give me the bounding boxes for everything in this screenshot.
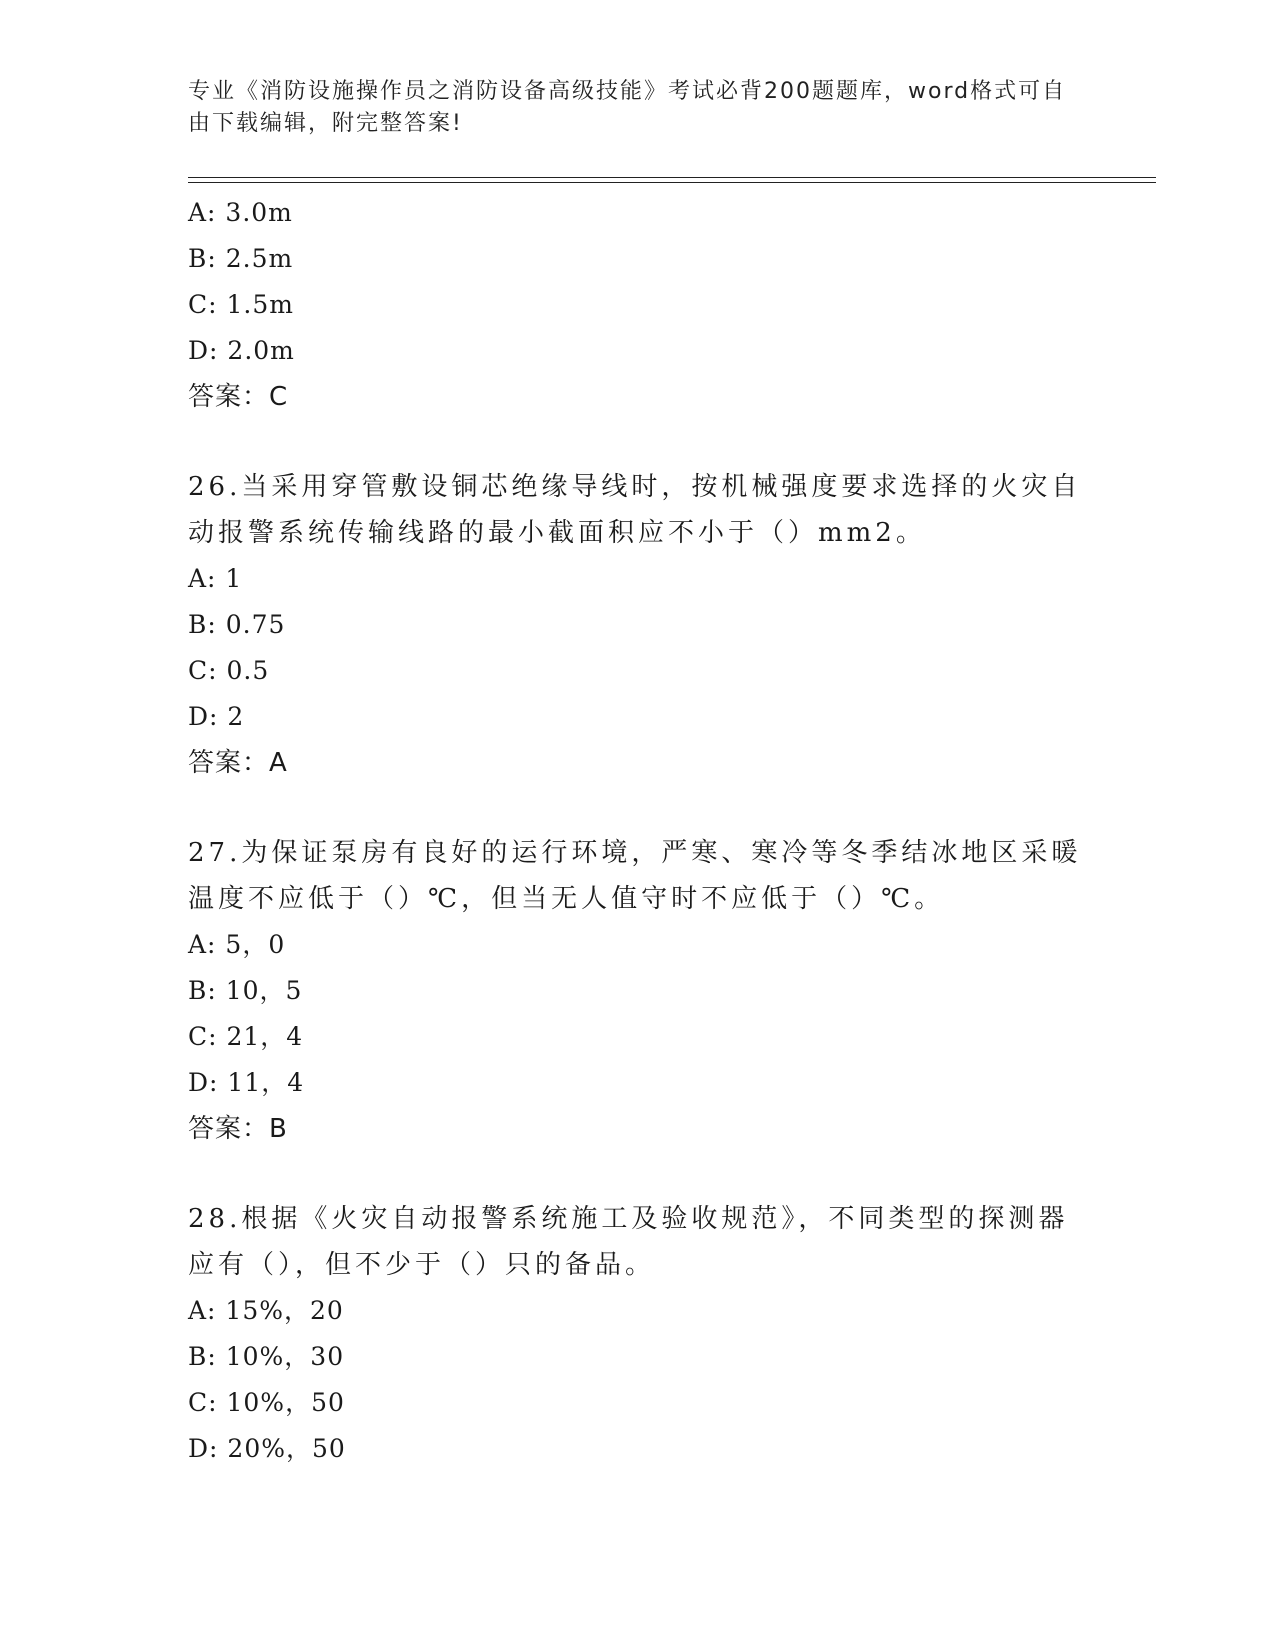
option-d: D: 11，4 <box>188 1068 305 1097</box>
question-28 <box>188 1196 1088 1472</box>
option-c: C: 1.5m <box>188 290 294 319</box>
question-26 <box>188 464 1088 786</box>
option-b: B: 10%，30 <box>188 1342 345 1371</box>
question-text: 27.为保证泵房有良好的运行环境，严寒、寒冷等冬季结冰地区采暖温度不应低于（）℃，但当无人值守时不应低于（）℃。 <box>188 838 1082 914</box>
question-text: 28.根据《火灾自动报警系统施工及验收规范》，不同类型的探测器应有（），但不少于（）只的备品。 <box>188 1204 1069 1280</box>
page-header: 专业《消防设施操作员之消防设备高级技能》考试必背200题题库，word格式可自由下载编辑，附完整答案! <box>188 79 1067 136</box>
question-25-continued <box>188 190 1088 420</box>
answer-label: 答案：A <box>188 748 288 778</box>
option-a: A: 5，0 <box>188 930 286 959</box>
answer-label: 答案：C <box>188 382 289 412</box>
option-d: D: 2.0m <box>188 336 295 365</box>
option-b: B: 2.5m <box>188 244 294 273</box>
option-d: D: 20%，50 <box>188 1434 346 1463</box>
answer-label: 答案：B <box>188 1114 288 1144</box>
option-a: A: 1 <box>188 564 243 593</box>
option-c: C: 10%，50 <box>188 1388 345 1417</box>
option-b: B: 0.75 <box>188 610 286 639</box>
question-text: 26.当采用穿管敷设铜芯绝缘导线时，按机械强度要求选择的火灾自动报警系统传输线路的最小截面积应不小于（）mm2。 <box>188 472 1082 548</box>
option-a: A: 3.0m <box>188 198 293 227</box>
question-27 <box>188 830 1088 1152</box>
option-c: C: 21，4 <box>188 1022 304 1051</box>
question-list <box>188 190 1088 1472</box>
header-divider <box>188 177 1156 178</box>
header-divider-second <box>188 182 1156 183</box>
option-d: D: 2 <box>188 702 245 731</box>
option-b: B: 10，5 <box>188 976 303 1005</box>
option-a: A: 15%，20 <box>188 1296 344 1325</box>
option-c: C: 0.5 <box>188 656 270 685</box>
